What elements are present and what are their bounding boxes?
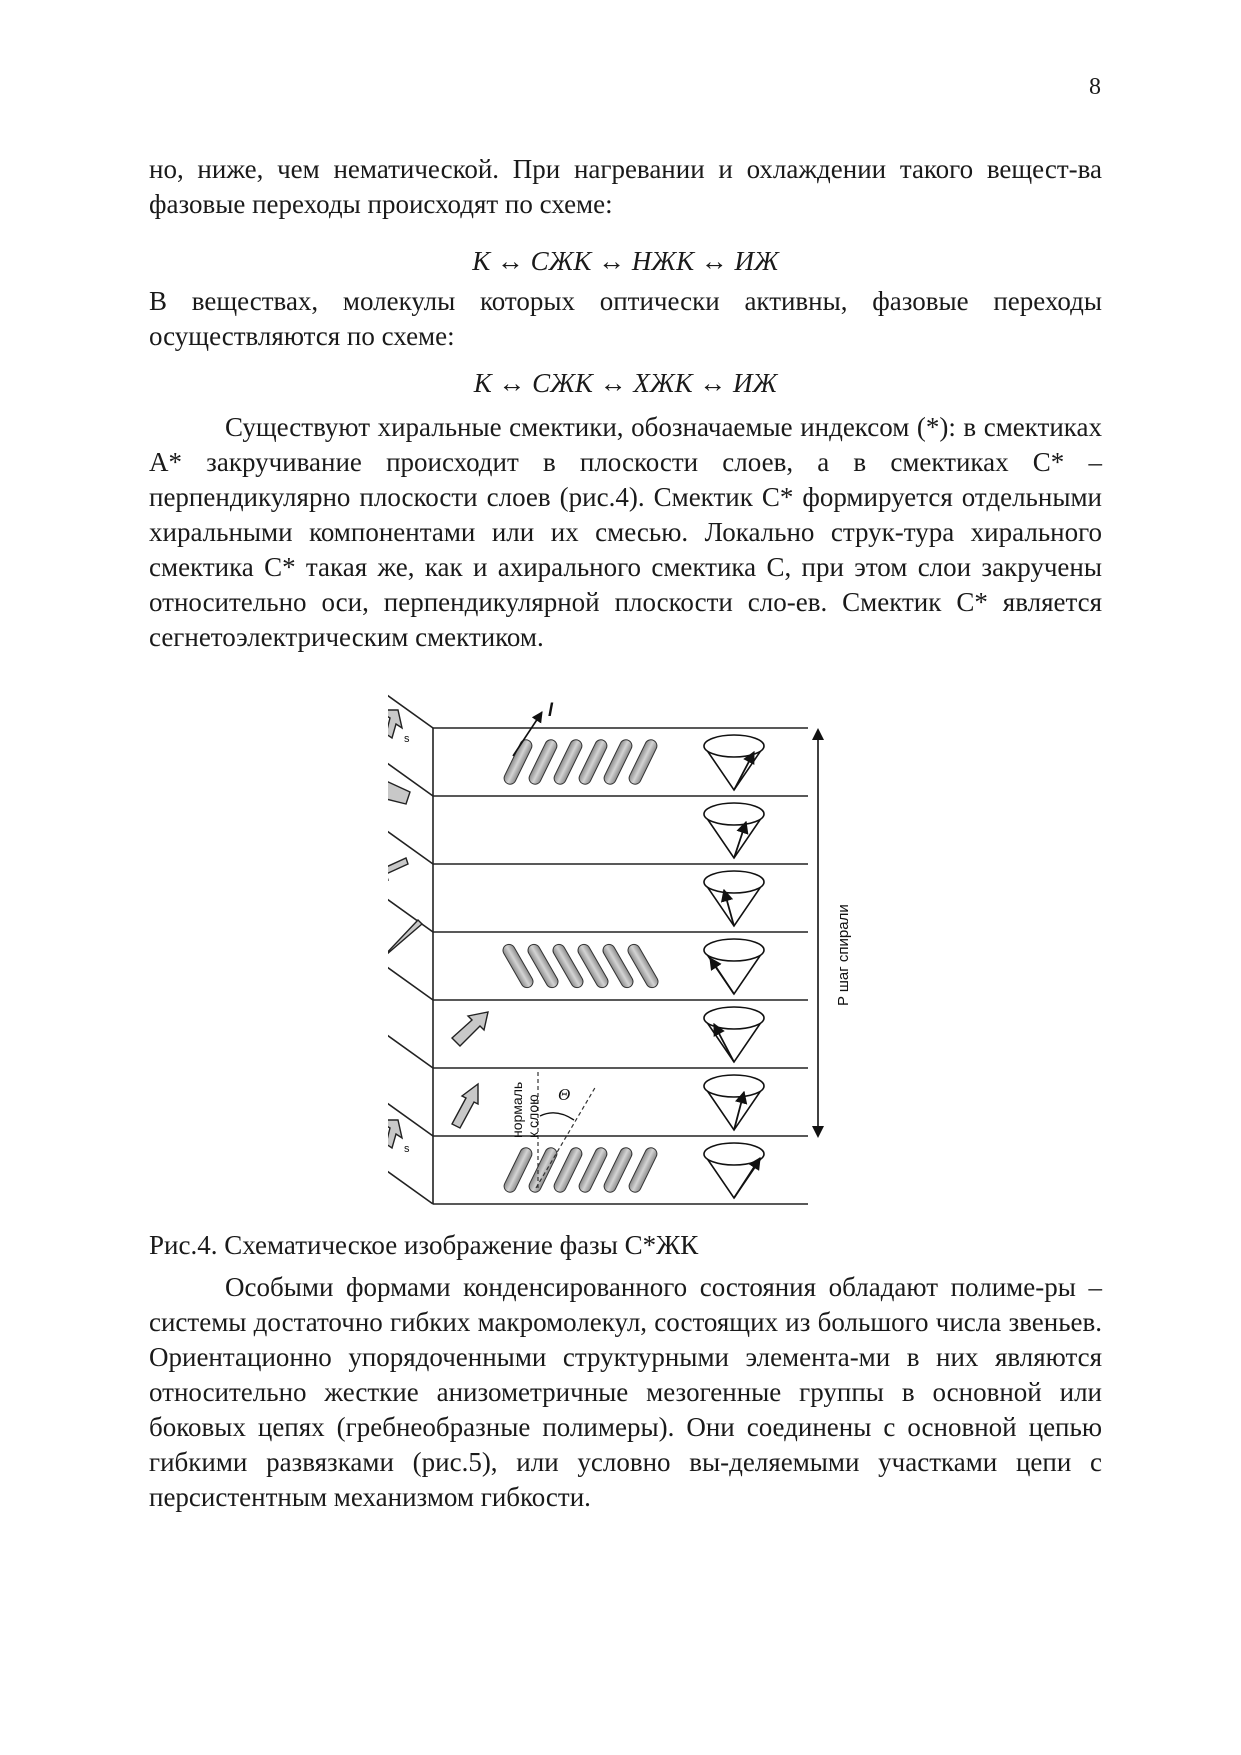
paragraph-3 [149, 410, 1102, 655]
cone-4 [704, 939, 764, 994]
polarization-arrows [388, 710, 488, 1148]
cone-3 [704, 871, 764, 926]
polarization-arrow-2 [388, 780, 410, 804]
layer-side-5 [388, 952, 433, 1000]
label-s-bottom: s [404, 1143, 410, 1155]
layer-side-8 [388, 1156, 433, 1204]
paragraph-4-text: Особыми формами конденсированного состояния обладают полиме-ры – системы достаточно гибких макромолекул, состоящих из большого числа звеньев. Ориентационно упорядоченными структурными элемента-ми в них являются относительно жесткие анизометричные мезогенные группы в основной или боковых цепях (гребнеобразные полимеры). Они соединены с основной цепью гибкими развязками (рис.5), или условно вы-деляемыми участками цепи с персистентным механизмом гибкости. [149, 1272, 1102, 1512]
rods-layer-7 [502, 1146, 659, 1194]
paragraph-4 [149, 1270, 1102, 1515]
cone-1 [704, 735, 764, 790]
theta-arc [540, 1113, 574, 1120]
layer-side-3 [388, 816, 433, 864]
polarization-arrow-7 [388, 1120, 402, 1148]
polarization-arrow-5 [452, 1012, 488, 1046]
normal-label-1: нормаль [509, 1081, 525, 1138]
phase-transition-formula-2: К ↔ СЖК ↔ ХЖК ↔ ИЖ [473, 368, 778, 398]
paragraph-2 [149, 284, 1102, 354]
figure-caption: Рис.4. Схематическое изображение фазы С*ЖК [149, 1230, 699, 1260]
pitch-arrow-top [812, 728, 824, 740]
paragraph-3-text: Существуют хиральные смектики, обозначаемые индексом (*): в смектиках А* закручивание происходит в плоскости слоев, а в смектиках С* – перпендикулярно плоскости слоев (рис.4). Смектик С* формируется отдельными хиральными компонентами или их смесью. Локально струк-тура хирального смектика С* такая же, как и ахирального смектика С, при этом слои закручены относительно оси, перпендикулярной плоскости сло-ев. Смектик С* является сегнетоэлектрическим смектиком. [149, 412, 1102, 652]
phase-transition-formula-1: К ↔ СЖК ↔ НЖК ↔ ИЖ [472, 246, 779, 276]
page-number: 8 [1089, 74, 1101, 100]
pitch-label: P шаг спирали [835, 904, 852, 1006]
precession-cones [704, 735, 764, 1198]
figure-smectic-c-star [388, 668, 858, 1208]
layer-side-6 [388, 1020, 433, 1068]
normal-label-2: к слою [525, 1094, 541, 1138]
polarization-arrow-6 [452, 1084, 478, 1128]
theta-label: Θ [558, 1085, 571, 1104]
polarization-arrow-4 [388, 920, 422, 966]
pitch-arrow-bottom [812, 1126, 824, 1138]
paragraph-2-text: В веществах, молекулы которых оптически активны, фазовые переходы осуществляются по схеме: [149, 286, 1102, 351]
layer-side-4 [388, 884, 433, 932]
smectic-diagram [388, 668, 858, 1208]
paragraph-1-text: но, ниже, чем нематической. При нагревании и охлаждении такого вещест-ва фазовые переходы происходят по схеме: [149, 154, 1102, 219]
paragraph-1 [149, 152, 1102, 222]
label-l: l [548, 700, 554, 720]
polarization-arrow-3 [388, 858, 408, 880]
label-s-top: s [404, 733, 410, 745]
cone-6 [704, 1075, 764, 1130]
cone-7 [704, 1143, 764, 1198]
cone-2 [704, 803, 764, 858]
rods-layer-4 [501, 942, 660, 990]
rods-layer-1 [502, 738, 659, 786]
polarization-arrow-1 [388, 710, 402, 738]
cone-5 [704, 1007, 764, 1062]
